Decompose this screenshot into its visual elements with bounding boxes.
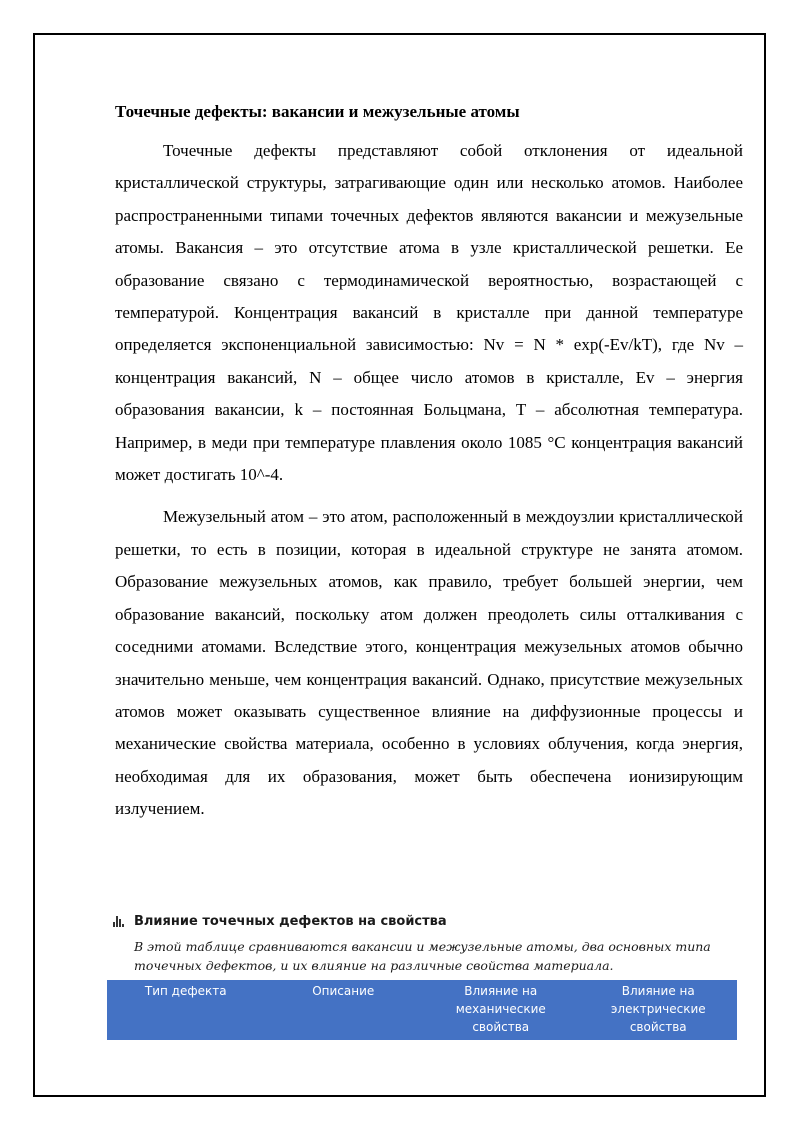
table-heading-text: Влияние точечных дефектов на свойства [134,913,447,929]
column-header-mechanical: Влияние на механические свойства [422,980,580,1040]
document-body [115,100,743,836]
defects-table [107,980,737,1040]
table-header-row [107,980,737,1040]
column-header-defect-type: Тип дефекта [107,980,265,1040]
document-title: Точечные дефекты: вакансии и межузельные атомы [115,102,520,121]
paragraph-interstitials: Межузельный атом – это атом, расположенный в междоузлии кристаллической решетки, то есть в позиции, которая в идеальной структуре не занята атомом. Образование межузельных атомов, как правило, требует большей энергии, чем образование вакансий, поскольку атом должен преодолеть силы отталкивания с соседними атомами. Вследствие этого, концентрация межузельных атомов обычно значительно меньше, чем концентрация вакансий. Однако, присутствие межузельных атомов может оказывать существенное влияние на диффузионные процессы и механические свойства материала, особенно в условиях облучения, когда энергия, необходимая для их образования, может быть обеспечена ионизирующим излучением. [115,507,743,819]
bar-chart-icon [113,915,127,927]
column-header-electrical: Влияние на электрические свойства [580,980,738,1040]
table-caption: В этой таблице сравниваются вакансии и межузельные атомы, два основных типа точечных дефектов, и их влияние на различные свойства материала. [134,939,711,973]
table-heading [113,911,743,931]
table-section [113,911,743,1040]
column-header-description: Описание [265,980,423,1040]
paragraph-vacancies: Точечные дефекты представляют собой отклонения от идеальной кристаллической структуры, затрагивающие один или несколько атомов. Наиболее распространенными типами точечных дефектов являются вакансии и межузельные атомы. Вакансия – это отсутствие атома в узле кристаллической решетки. Ее образование связано с термодинамической вероятностью, возрастающей с температурой. Концентрация вакансий в кристалле при данной температуре определяется экспоненциальной зависимостью: Nv = N * exp(-Ev/kT), где Nv – концентрация вакансий, N – общее число атомов в кристалле, Ev – энергия образования вакансии, k – постоянная Больцмана, T – абсолютная температура. Например, в меди при температуре плавления около 1085 °C концентрация вакансий может достигать 10^-4. [115,141,743,485]
